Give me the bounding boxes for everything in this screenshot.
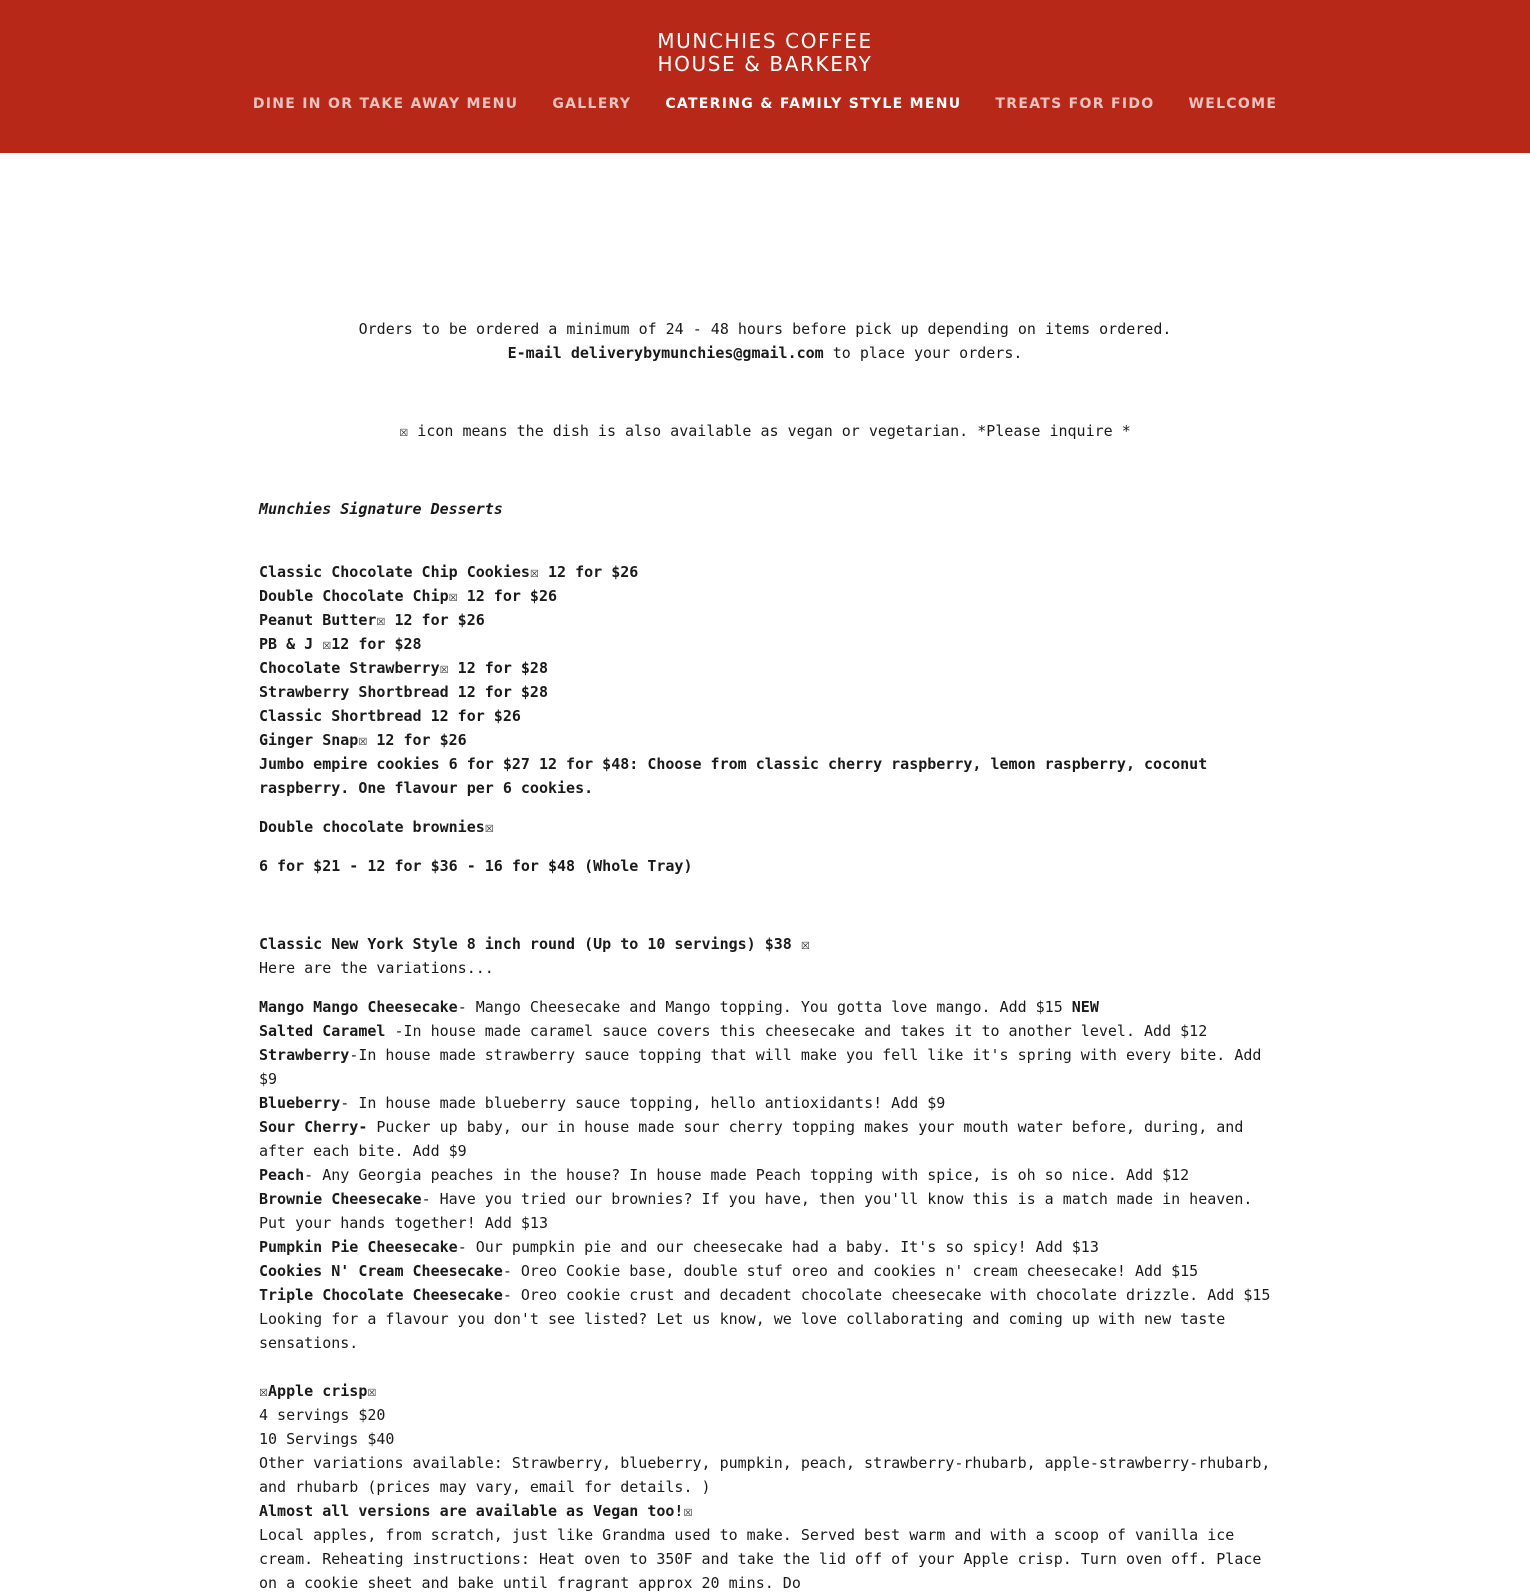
brownies-title: Double chocolate brownies☒ [259,818,494,836]
brand-line-2: HOUSE & BARKERY [657,52,873,76]
brand-line-1: MUNCHIES COFFEE [657,29,873,53]
list-item: Ginger Snap☒ 12 for $26 [259,731,467,749]
email-address[interactable]: deliverybymunchies@gmail.com [570,344,824,362]
order-intro [259,317,1271,365]
order-notice: Orders to be ordered a minimum of 24 - 48 hours before pick up depending on items ordered. [358,320,1172,338]
apple-crisp-title: ☒Apple crisp☒ [259,1382,377,1400]
apple-crisp-vegan: Almost all versions are available as Vegan too!☒ [259,1502,693,1520]
cheesecake-title: Classic New York Style 8 inch round (Up to 10 servings) $38 ☒ [259,935,810,953]
nav-welcome[interactable]: WELCOME [1188,96,1278,112]
main-nav [0,96,1530,112]
list-item: Jumbo empire cookies 6 for $27 12 for $48: Choose from classic cherry raspberry, lemon raspberry, coconut raspberry. One flavour per 6 cookies. [259,755,1208,797]
list-item: Pumpkin Pie Cheesecake- Our pumpkin pie and our cheesecake had a baby. It's so spicy! Add $13 [259,1238,1099,1256]
list-item: Mango Mango Cheesecake- Mango Cheesecake and Mango topping. You gotta love mango. Add $15 NEW [259,998,1099,1016]
vegan-note: ☒ icon means the dish is also available as vegan or vegetarian. *Please inquire * [399,422,1131,440]
list-item: Cookies N' Cream Cheesecake- Oreo Cookie base, double stuf oreo and cookies n' cream cheesecake! Add $15 [259,1262,1199,1280]
list-item: Strawberry-In house made strawberry sauce topping that will make you fell like it's spring with every bite. Add $9 [259,1046,1262,1088]
cheesecake-variations [259,995,1271,1355]
list-item: Blueberry- In house made blueberry sauce topping, hello antioxidants! Add $9 [259,1094,946,1112]
nav-catering-menu[interactable]: CATERING & FAMILY STYLE MENU [665,96,962,112]
list-item: Double Chocolate Chip☒ 12 for $26 [259,587,558,605]
apple-crisp-servings-1: 4 servings $20 [259,1406,386,1424]
list-item: Classic Shortbread 12 for $26 [259,707,521,725]
apple-crisp-servings-2: 10 Servings $40 [259,1430,395,1448]
email-label: E-mail [507,344,562,362]
list-item: Salted Caramel -In house made caramel sauce covers this cheesecake and takes it to another level. Add $12 [259,1022,1208,1040]
new-badge: NEW [1071,998,1099,1016]
list-item: Chocolate Strawberry☒ 12 for $28 [259,659,548,677]
brownies-price: 6 for $21 - 12 for $36 - 16 for $48 (Whole Tray) [259,857,693,875]
cheesecake-footer: Looking for a flavour you don't see listed? Let us know, we love collaborating and coming up with new taste sensations. [259,1310,1226,1352]
main-content [259,317,1271,1595]
apple-crisp-section [259,1379,1271,1595]
list-item: Peanut Butter☒ 12 for $26 [259,611,485,629]
email-suffix: to place your orders. [832,344,1023,362]
site-header [0,0,1530,153]
list-item: Sour Cherry- Pucker up baby, our in house made sour cherry topping makes your mouth water before, during, and after each bite. Add $9 [259,1118,1244,1160]
list-item: Triple Chocolate Cheesecake- Oreo cookie crust and decadent chocolate cheesecake with chocolate drizzle. Add $15 [259,1286,1271,1304]
list-item: PB & J ☒12 for $28 [259,635,422,653]
desserts-title: Munchies Signature Desserts [259,500,503,518]
brand-logo[interactable] [0,30,1530,76]
apple-crisp-variations: Other variations available: Strawberry, blueberry, pumpkin, peach, strawberry-rhubarb, apple-strawberry-rhubarb, and rhubarb (prices may vary, email for details. ) [259,1454,1271,1496]
cookie-list [259,560,1271,800]
cheesecake-subtitle: Here are the variations... [259,959,494,977]
nav-gallery[interactable]: GALLERY [552,96,632,112]
list-item: Brownie Cheesecake- Have you tried our brownies? If you have, then you'll know this is a match made in heaven. Put your hands together! Add $13 [259,1190,1253,1232]
apple-crisp-description: Local apples, from scratch, just like Grandma used to make. Served best warm and with a scoop of vanilla ice cream. Reheating instructions: Heat oven to 350F and take the lid off of your Apple crisp. Turn oven off. Place on a cookie sheet and bake until fragrant approx 20 mins. Do [259,1526,1262,1592]
email-line [259,341,1271,365]
list-item: Classic Chocolate Chip Cookies☒ 12 for $26 [259,563,639,581]
list-item: Strawberry Shortbread 12 for $28 [259,683,548,701]
nav-dine-in-menu[interactable]: DINE IN OR TAKE AWAY MENU [252,96,519,112]
nav-treats-for-fido[interactable]: TREATS FOR FIDO [995,96,1155,112]
list-item: Peach- Any Georgia peaches in the house? In house made Peach topping with spice, is oh so nice. Add $12 [259,1166,1190,1184]
